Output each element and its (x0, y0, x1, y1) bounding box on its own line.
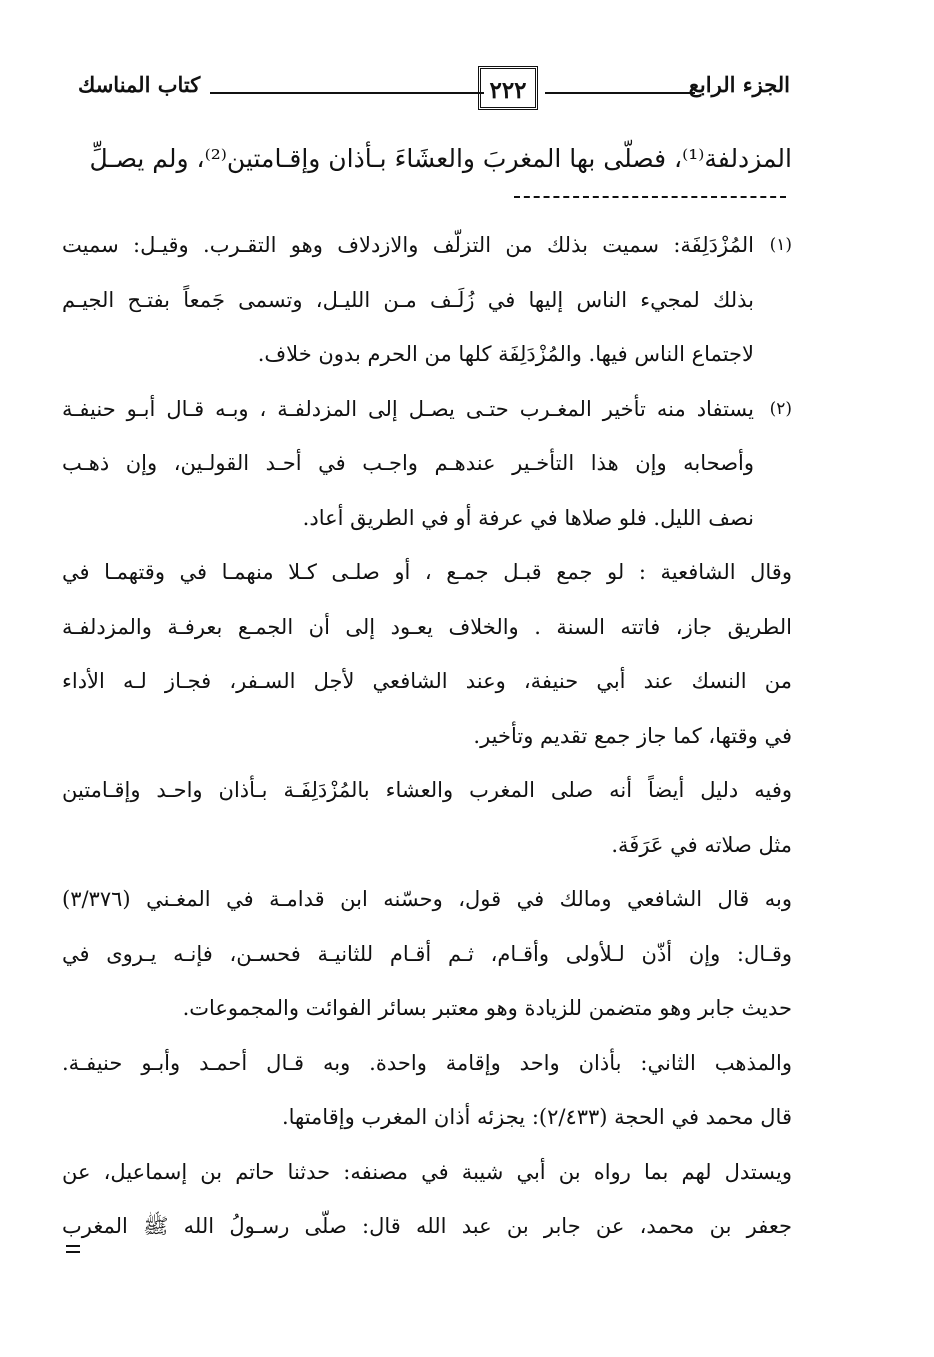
footnote-separator (514, 196, 786, 198)
footnote-line: مثل صلاته في عَرَفَة. (611, 832, 792, 857)
footnotes (62, 218, 792, 1254)
footnote-1 (62, 218, 792, 382)
footnote-line: وأصحابه وإن هذا التأخـير عندهـم واجـب في أحـد القولـين، وإن ذهـب (62, 451, 754, 475)
running-header (78, 62, 790, 122)
footnote-paragraph (62, 545, 792, 763)
header-rule-right (545, 92, 695, 94)
footnote-line: نصف الليل. فلو صلاها في عرفة أو في الطريق أعاد. (302, 505, 754, 530)
footnote-line: جعفر بن محمد، عن جابر بن عبد الله قال: صلّى رسـولُ الله ﷺ المغرب (62, 1214, 792, 1238)
footnote-line: بذلك لمجيء الناس إليها في زُلَـف مـن الليـل، وتسمى جَمعاً بفتـح الجيـم (62, 287, 754, 312)
footnote-line: وفيه دليل أيضاً أنه صلى المغرب والعشاء بالمُزْدَلِفَـة بـأذان واحـد وإقـامتين (62, 778, 792, 802)
footnote-paragraph (62, 872, 792, 1036)
main-text-line: المزدلفة⁽¹⁾، فصلّى بها المغربَ والعشَاءَ بـأذان وإقـامتين⁽²⁾، ولم يصـلِّ (89, 144, 792, 173)
book-title: كتاب المناسك (78, 72, 201, 97)
footnote-line: وبه قال الشافعي ومالك في قول، وحسّنه ابن قدامـة في المغـني (٣/٣٧٦) (62, 887, 792, 911)
footnote-2 (62, 382, 792, 546)
footnote-marker: (٢) (769, 398, 792, 419)
footnote-line: لاجتماع الناس فيها. والمُزْدَلِفَة كلها من الحرم بدون خلاف. (257, 342, 754, 366)
footnote-line: وقال الشافعية : لو جمع قبـل جمـع ، أو صلـى كـلا منهمـا في وقتهمـا في (62, 560, 792, 584)
part-title: الجزء الرابع (688, 72, 790, 97)
footnote-paragraph (62, 763, 792, 872)
footnote-line: الطريق جاز، فاتته السنة . والخلاف يعـود إلى أن الجمـع بعرفـة والمزدلفـة (62, 614, 792, 639)
footnote-line: يستفاد منه تأخير المغـرب حتـى يصـل إلى المزدلفـة ، وبـه قـال أبـو حنيفـة (62, 396, 754, 421)
footnote-line: في وقتها، كما جاز جمع تقديم وتأخير. (473, 723, 792, 748)
footnote-line: حديث جابر وهو متضمن للزيادة وهو معتبر بسائر الفوائت والمجموعات. (182, 996, 792, 1020)
page-number: ٢٢٢ (478, 66, 538, 110)
footnote-line: وقـال: وإن أذّن لـلأولى وأقـام، ثـم أقـام للثانيـة فحسـن، فإنـه يـروى في (62, 941, 792, 966)
footnote-paragraph (62, 1145, 792, 1254)
continuation-mark (66, 1245, 80, 1257)
footnote-line: والمذهب الثاني: بأذان واحد وإقامة واحدة. وبه قـال أحمـد وأبـو حنيفـة. (62, 1050, 792, 1075)
footnote-line: ويستدل لهم بما رواه بن أبي شيبة في مصنفه: حدثنا حاتم بن إسماعيل، عن (62, 1159, 792, 1184)
footnote-line: قال محمد في الحجة (٢/٤٣٣): يجزئه أذان المغرب وإقامتها. (281, 1105, 792, 1129)
footnote-marker: (١) (769, 235, 792, 255)
footnote-line: المُزْدَلِفَة: سميت بذلك من التزلّف والازدلاف وهو التقـرب. وقيـل: سميت (62, 233, 754, 257)
header-rule-left (210, 92, 484, 94)
footnote-line: من النسك عند أبي حنيفة، وعند الشافعي لأجل السـفر، فجـاز لـه الأداء (62, 669, 792, 693)
footnote-paragraph (62, 1036, 792, 1145)
